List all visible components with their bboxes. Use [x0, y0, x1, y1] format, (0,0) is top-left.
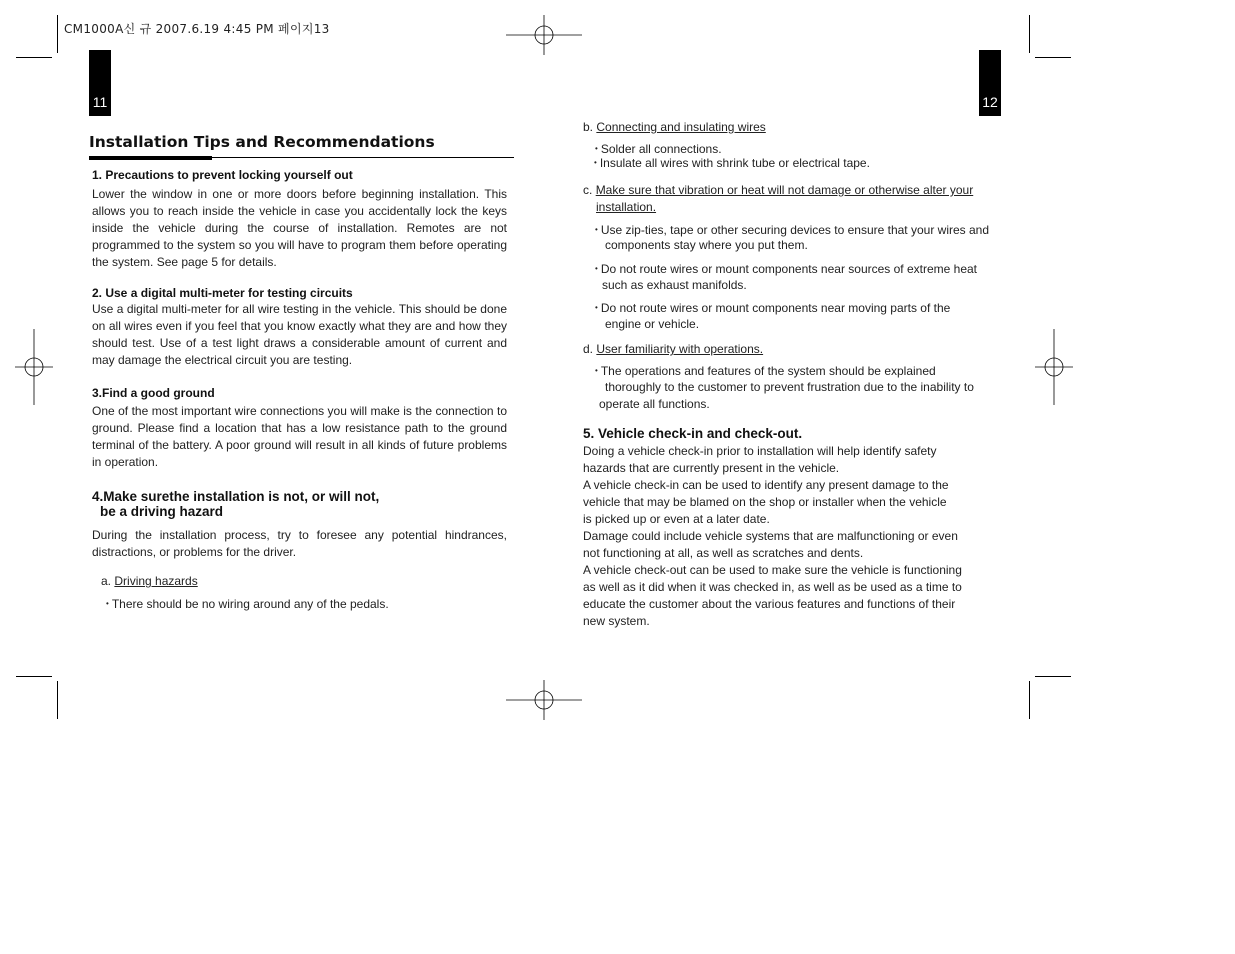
section-5-line: vehicle that may be blamed on the shop or installer when the vehicle: [583, 495, 947, 509]
sub-d-bullet-cont-1: thoroughly to the customer to prevent frustration due to the inability to: [605, 380, 974, 394]
section-4-body: During the installation process, try to foresee any potential hindrances, distractions, or problems for the driver.: [92, 528, 507, 559]
print-slug: CM1000A신 규 2007.6.19 4:45 PM 페이지13: [64, 22, 330, 36]
sub-c-bullet-2-cont: such as exhaust manifolds.: [602, 278, 747, 292]
crop-mark-bottom-left-h: [16, 676, 52, 677]
crop-mark-bottom-left-v: [57, 681, 58, 719]
crop-mark-bottom-right-v: [1029, 681, 1030, 719]
section-4-heading-line1: 4.Make surethe installation is not, or will not,: [92, 489, 380, 504]
sub-c-label-line1: Make sure that vibration or heat will not damage or otherwise alter your: [595, 183, 974, 197]
registration-mark-right: [1035, 329, 1073, 405]
sub-d-bullet-cont-2: operate all functions.: [599, 397, 710, 411]
section-1-heading: 1. Precautions to prevent locking yourself out: [92, 168, 353, 182]
sub-c-prefix: c.: [583, 183, 593, 197]
sub-c: [583, 183, 973, 197]
registration-mark-bottom: [506, 680, 582, 720]
bullet-dot: •: [594, 158, 597, 167]
title-rule-accent: [89, 156, 212, 160]
sub-a-label: Driving hazards: [114, 574, 198, 588]
bullet-dot: •: [595, 366, 598, 375]
section-5-line: A vehicle check-in can be used to identify any present damage to the: [583, 478, 949, 492]
crop-mark-top-right-h: [1035, 57, 1071, 58]
crop-mark-top-left-h: [16, 57, 52, 58]
bullet-dot: •: [595, 264, 598, 273]
crop-mark-top-right-v: [1029, 15, 1030, 53]
section-2-heading: 2. Use a digital multi-meter for testing circuits: [92, 286, 353, 300]
section-2-body: Use a digital multi-meter for all wire testing in the vehicle. This should be done on all wires even if you feel that you know exactly what they are and how they should test. Use of a test light draws a considerable amount of current and may damage the electrical circuit you are testing.: [92, 302, 507, 367]
sub-d-label: User familiarity with operations.: [596, 342, 764, 356]
crop-mark-top-left-v: [57, 15, 58, 53]
bullet-dot: •: [595, 225, 598, 234]
section-5-line: is picked up or even at a later date.: [583, 512, 770, 526]
sub-b-bullet-1: • Solder all connections.: [595, 142, 722, 156]
section-4-heading-line2: be a driving hazard: [100, 504, 224, 519]
registration-mark-top: [506, 15, 582, 55]
sub-c-bullet-2: • Do not route wires or mount components near sources of extreme heat: [595, 262, 978, 276]
section-5-heading: 5. Vehicle check-in and check-out.: [583, 426, 803, 441]
crop-mark-bottom-right-h: [1035, 676, 1071, 677]
section-3-heading: 3.Find a good ground: [92, 386, 215, 400]
sub-c-label-line2: installation.: [596, 200, 657, 214]
sub-b: [583, 120, 766, 134]
section-5-line: as well as it did when it was checked in, as well as be used as a time to: [583, 580, 962, 594]
page-title: Installation Tips and Recommendations: [89, 133, 435, 151]
sub-b-prefix: b.: [583, 120, 594, 134]
sub-c-bullet-1-cont: components stay where you put them.: [605, 238, 808, 252]
sub-a-bullet: • There should be no wiring around any of the pedals.: [106, 597, 389, 611]
section-3-body: One of the most important wire connections you will make is the connection to ground. Please find a location that has a low resistance path to the ground terminal of the battery. A poor ground will result in all kinds of future problems in operation.: [92, 404, 507, 469]
sub-d: [583, 342, 763, 356]
sub-d-bullet: • The operations and features of the system should be explained: [595, 364, 936, 378]
section-5-line: not functioning at all, as well as scratches and dents.: [583, 546, 864, 560]
bullet-dot: •: [106, 599, 109, 608]
bullet-dot: •: [595, 144, 598, 153]
section-1-body: Lower the window in one or more doors before beginning installation. This allows you to reach inside the vehicle in case you accidentally lock the keys inside the vehicle during the course of installation. Remotes are not programmed to the system so you will have to program them before operating the system. See page 5 for details.: [92, 187, 507, 269]
sub-a: [101, 574, 198, 588]
sub-b-bullet-2: • Insulate all wires with shrink tube or electrical tape.: [594, 156, 870, 170]
sub-a-prefix: a.: [101, 574, 112, 588]
section-5-line: Damage could include vehicle systems that are malfunctioning or even: [583, 529, 958, 543]
section-5-body: [583, 443, 993, 630]
section-5-line: Doing a vehicle check-in prior to installation will help identify safety: [583, 444, 937, 458]
sub-c-bullet-3-cont: engine or vehicle.: [605, 317, 700, 331]
sub-c-bullet-1: • Use zip-ties, tape or other securing devices to ensure that your wires and: [595, 223, 990, 237]
bullet-dot: •: [595, 303, 598, 312]
section-5-line: new system.: [583, 614, 650, 628]
section-5-line: educate the customer about the various features and functions of their: [583, 597, 956, 611]
page-number-left: 11: [92, 94, 108, 110]
registration-mark-left: [15, 329, 53, 405]
page-number-right: 12: [982, 94, 998, 110]
sub-b-label: Connecting and insulating wires: [596, 120, 766, 134]
sub-c-bullet-3: • Do not route wires or mount components near moving parts of the: [595, 301, 951, 315]
sub-d-prefix: d.: [583, 342, 594, 356]
section-5-line: hazards that are currently present in the vehicle.: [583, 461, 840, 475]
section-5-line: A vehicle check-out can be used to make sure the vehicle is functioning: [583, 563, 962, 577]
